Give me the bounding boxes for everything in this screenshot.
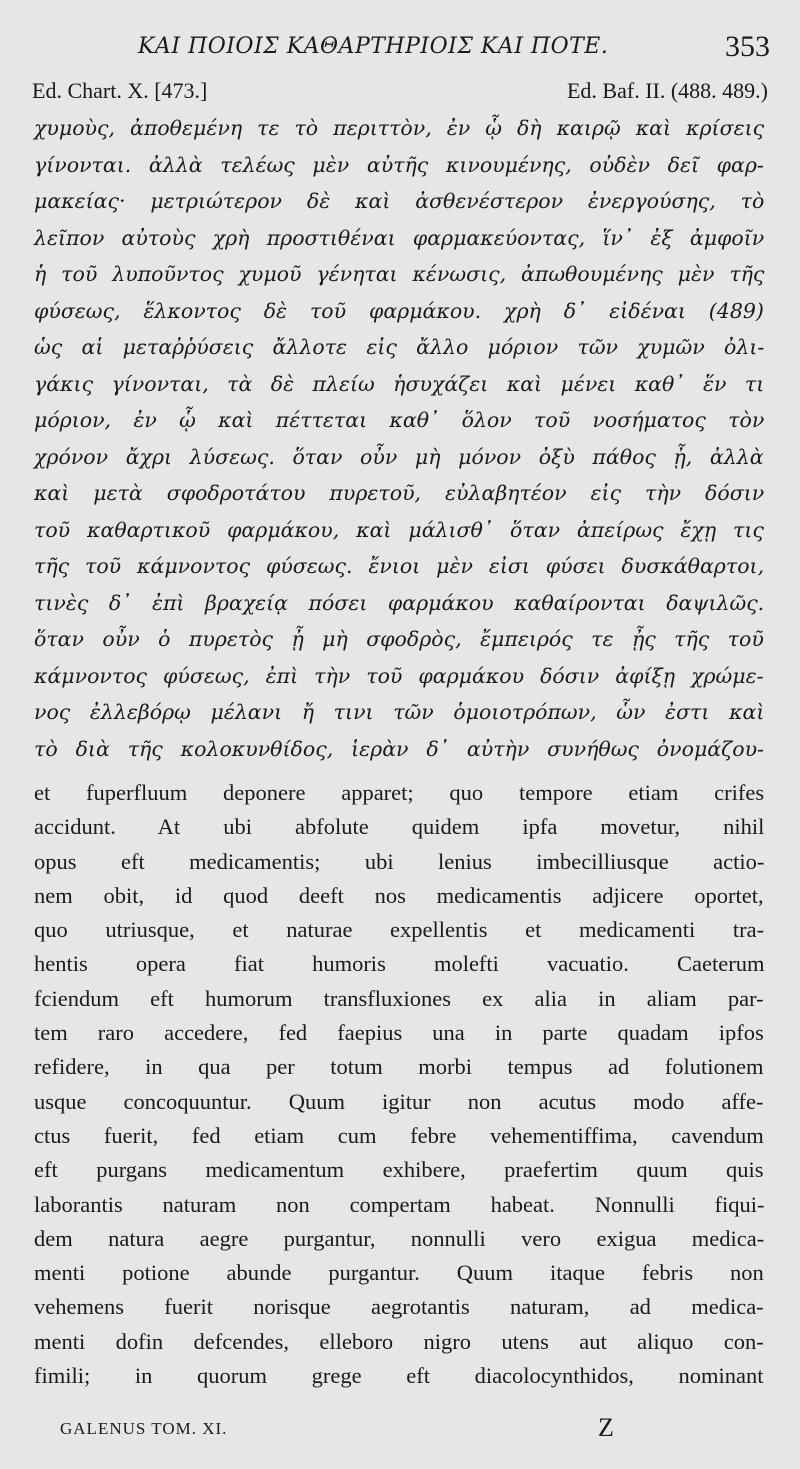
- greek-text-line: τὸ διὰ τῆς κολοκυνθίδος, ἱερὰν δ᾽ αὐτὴν συνήθως ὀνομάζου-: [34, 736, 764, 761]
- greek-text-line: καὶ μετὰ σφοδροτάτου πυρετοῦ, εὐλαβητέον εἰς τὴν δόσιν: [34, 481, 765, 505]
- greek-text-line: ἡ τοῦ λυποῦντος χυμοῦ γένηται κένωσις, ἀπωθουμένης μὲν τῆς: [34, 262, 765, 286]
- greek-text-line: γάκις γίνονται, τὰ δὲ πλείω ἡσυχάζει καὶ μένει καθ᾽ ἕν τι: [34, 371, 765, 396]
- greek-text-line: χυμοὺς, ἀποθεμένη τε τὸ περιττὸν, ἐν ᾧ δὴ καιρῷ καὶ κρίσεις: [34, 116, 765, 140]
- latin-text-line: laborantis naturam non compertam habeat. Nonnulli fiqui-: [34, 1191, 765, 1217]
- running-head: [110, 30, 770, 64]
- latin-text-line: nem obit, id quod deeft nos medicamentis adjicere oportet,: [34, 882, 764, 908]
- edition-basel-reference: Ed. Baf. II. (488. 489.): [566, 78, 768, 103]
- latin-text-line: accidunt. At ubi abfolute quidem ipfa movetur, nihil: [34, 814, 765, 840]
- latin-text-line: refidere, in qua per totum morbi tempus ad folutionem: [34, 1054, 764, 1080]
- greek-text-line: νος ἐλλεβόρῳ μέλανι ἤ τινι τῶν ὁμοιοτρόπων, ὧν ἐστι καὶ: [34, 700, 765, 724]
- latin-text-line: et fuperfluum deponere apparet; quo tempore etiam crifes: [34, 780, 765, 805]
- greek-text-line: λεῖπον αὐτοὺς χρὴ προστιθέναι φαρμακεύοντας, ἵν᾽ ἐξ ἀμφοῖν: [34, 225, 765, 250]
- edition-chart-reference: Ed. Chart. X. [473.]: [32, 78, 208, 103]
- latin-text-line: eft purgans medicamentum exhibere, praefertim quum quis: [34, 1157, 764, 1183]
- latin-text-line: quo utriusque, et naturae expellentis et medicamenti tra-: [34, 917, 765, 943]
- latin-text-line: hentis opera fiat humoris molefti vacuatio. Caeterum: [34, 951, 765, 977]
- latin-text-line: tem raro accedere, fed faepius una in parte quadam ipfos: [34, 1020, 764, 1046]
- latin-text-line: vehemens fuerit norisque aegrotantis naturam, ad medica-: [34, 1294, 764, 1320]
- latin-text-line: opus eft medicamentis; ubi lenius imbecilliusque actio-: [34, 848, 765, 874]
- latin-text-line: menti dofin defcendes, elleboro nigro utens aut aliquo con-: [34, 1328, 764, 1354]
- greek-text-line: τῆς τοῦ κάμνοντος φύσεως. ἔνιοι μὲν εἰσι φύσει δυσκάθαρτοι,: [34, 554, 765, 578]
- greek-text-block: [34, 110, 764, 767]
- page-number: 353: [725, 30, 770, 63]
- page-footer: [60, 1413, 740, 1447]
- latin-text-line: usque concoquuntur. Quum igitur non acutus modo affe-: [34, 1088, 764, 1114]
- latin-text-line: menti potione abunde purgantur. Quum itaque febris non: [34, 1260, 764, 1286]
- greek-text-line: μακείας· μετριώτερον δὲ καὶ ἀσθενέστερον ἐνεργούσης, τὸ: [34, 189, 765, 213]
- volume-signature: GALENUS TOM. XI.: [60, 1419, 228, 1438]
- greek-text-line: γίνονται. ἀλλὰ τελέως μὲν αὐτῆς κινουμένης, οὐδὲν δεῖ φαρ-: [34, 152, 764, 177]
- latin-text-line: dem natura aegre purgantur, nonnulli vero exigua medica-: [34, 1225, 765, 1251]
- greek-text-line: κάμνοντος φύσεως, ἐπὶ τὴν τοῦ φαρμάκου δόσιν ἀφίξῃ χρώμε-: [34, 663, 764, 688]
- latin-text-line: ctus fuerit, fed etiam cum febre vehementiffima, cavendum: [34, 1122, 764, 1148]
- running-title: ΚΑΙ ΠΟΙΟΙΣ ΚΑΘΑΡΤΗΡΙΟΙΣ ΚΑΙ ΠΟΤΕ.: [138, 34, 609, 59]
- latin-text-block: [34, 776, 764, 1393]
- greek-text-line: τοῦ καθαρτικοῦ φαρμάκου, καὶ μάλισθ᾽ ὅταν ἀπείρως ἔχῃ τις: [34, 517, 764, 542]
- greek-text-line: μόριον, ἐν ᾧ καὶ πέττεται καθ᾽ ὅλον τοῦ νοσήματος τὸν: [34, 408, 765, 432]
- greek-text-line: ὡς αἱ μεταῤῥύσεις ἄλλοτε εἰς ἄλλο μόριον τῶν χυμῶν ὀλι-: [34, 335, 765, 359]
- edition-references: [32, 78, 768, 108]
- greek-text-line: χρόνον ἄχρι λύσεως. ὅταν οὖν μὴ μόνον ὀξὺ πάθος ᾖ, ἀλλὰ: [34, 444, 764, 469]
- greek-text-line: φύσεως, ἕλκοντος δὲ τοῦ φαρμάκου. χρὴ δ᾽ εἰδέναι (489): [34, 298, 764, 323]
- latin-text-line: fciendum eft humorum transfluxiones ex alia in aliam par-: [34, 985, 764, 1011]
- greek-text-line: τινὲς δ᾽ ἐπὶ βραχείᾳ πόσει φαρμάκου καθαίρονται δαψιλῶς.: [34, 590, 765, 615]
- greek-text-line: ὅταν οὖν ὁ πυρετὸς ᾖ μὴ σφοδρὸς, ἔμπειρός τε ᾖς τῆς τοῦ: [34, 627, 764, 651]
- latin-text-line: fimili; in quorum grege eft diacolocynthidos, nominant: [34, 1363, 764, 1389]
- gathering-signature: Z: [598, 1413, 614, 1442]
